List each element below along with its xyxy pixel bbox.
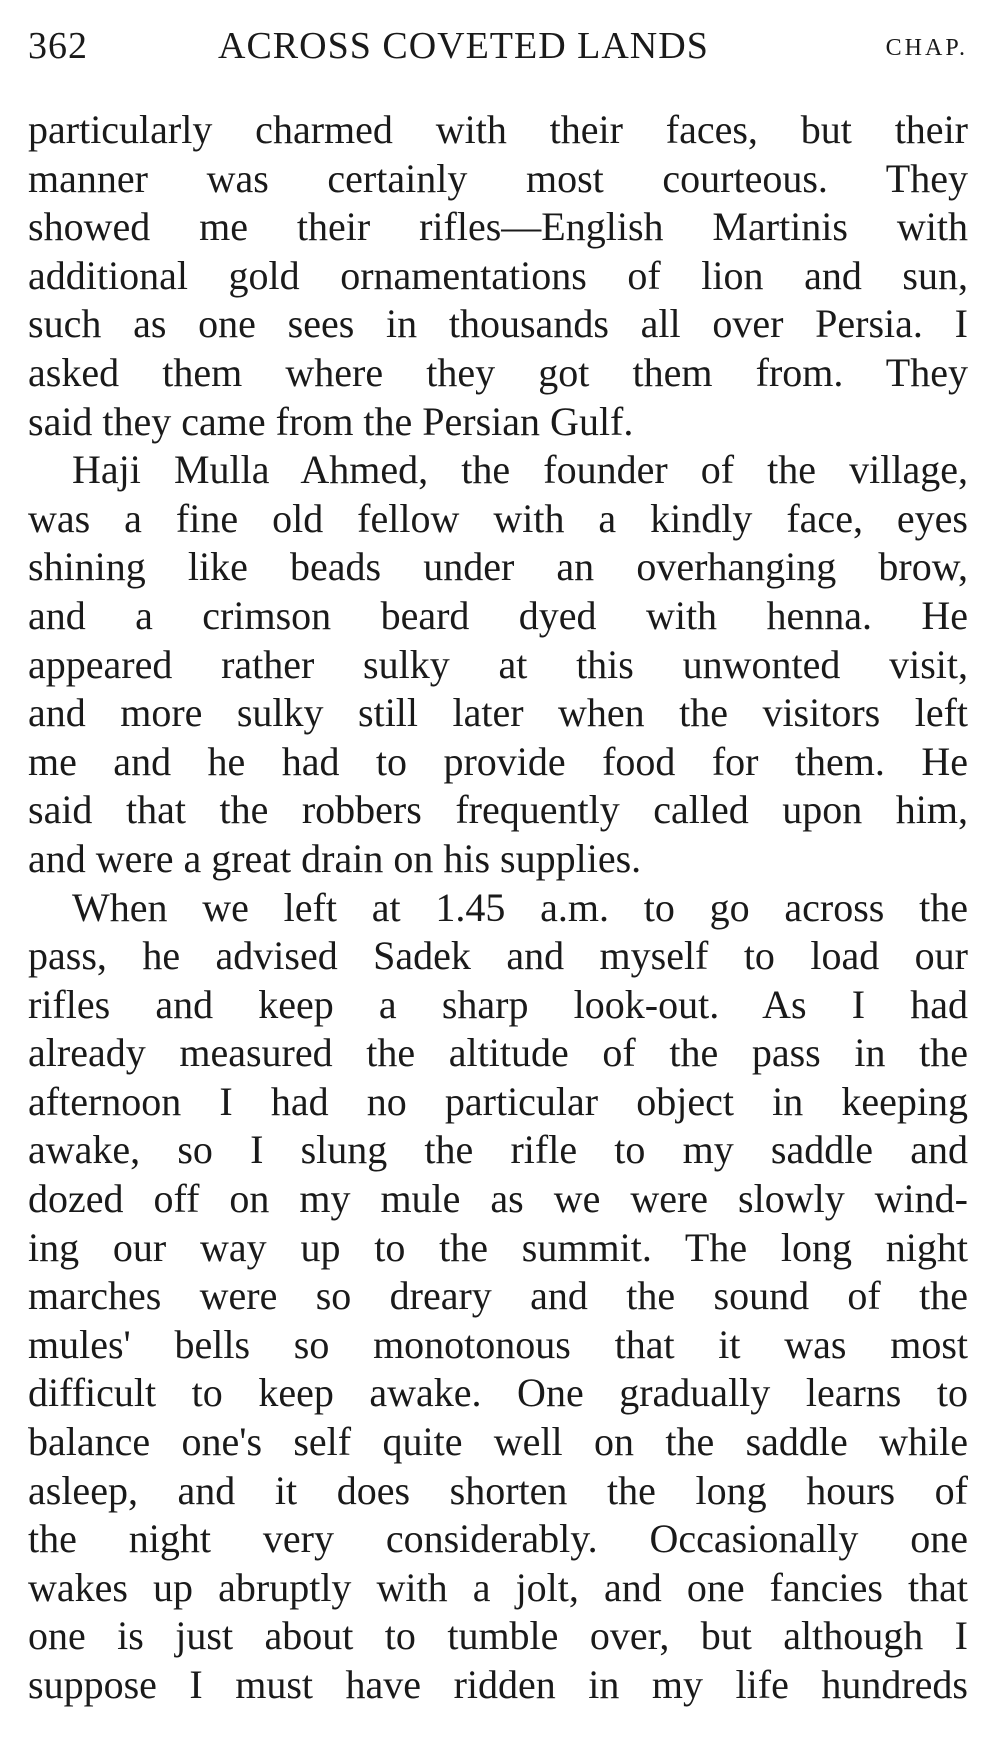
running-title: ACROSS COVETED LANDS — [218, 25, 709, 67]
paragraph-1-line: said they came from the Persian Gulf. — [28, 398, 634, 444]
paragraph-2-line: appeared rather sulky at this unwonted visit, — [28, 641, 968, 687]
paragraph-1-line: additional gold ornamentations of lion and sun, — [28, 252, 968, 298]
chapter-mark: CHAP. — [885, 35, 968, 61]
paragraph-3-line: mules' bells so monotonous that it was most — [28, 1321, 968, 1367]
paragraph-3-line: the night very considerably. Occasionally one — [28, 1516, 968, 1562]
paragraph-3-line: afternoon I had no particular object in keeping — [28, 1078, 968, 1124]
paragraph-2-line: and more sulky still later when the visitors left — [28, 690, 968, 736]
paragraph-3-line: asleep, and it does shorten the long hours of — [28, 1467, 968, 1513]
paragraph-3-line: pass, he advised Sadek and myself to load our — [28, 933, 968, 979]
paragraph-3-line: suppose I must have ridden in my life hundreds — [28, 1662, 968, 1707]
paragraph-1-line: such as one sees in thousands all over Persia. I — [28, 301, 968, 347]
paragraph-3-line: wakes up abruptly with a jolt, and one fancies that — [28, 1564, 968, 1610]
paragraph-3-line: rifles and keep a sharp look-out. As I had — [28, 981, 968, 1027]
paragraph-1-line: asked them where they got them from. They — [28, 349, 968, 395]
paragraph-3-line: awake, so I slung the rifle to my saddle and — [28, 1127, 968, 1173]
paragraph-1-line: showed me their rifles—English Martinis with — [28, 204, 968, 250]
running-head — [28, 18, 968, 74]
paragraph-3-line: one is just about to tumble over, but although I — [28, 1613, 968, 1659]
paragraph-1-line: manner was certainly most courteous. They — [28, 155, 968, 201]
paragraph-2-line: me and he had to provide food for them. He — [28, 738, 968, 784]
page-number: 362 — [28, 25, 88, 67]
body-text — [28, 106, 968, 1710]
paragraph-2-line: and were a great drain on his supplies. — [28, 835, 642, 881]
paragraph-2-line: Haji Mulla Ahmed, the founder of the village, — [72, 447, 968, 493]
paragraph-2-line: was a fine old fellow with a kindly face, eyes — [28, 495, 968, 541]
paragraph-3-line: already measured the altitude of the pass in the — [28, 1030, 968, 1076]
paragraph-2-line: shining like beads under an overhanging brow, — [28, 544, 968, 590]
paragraph-3-line: When we left at 1.45 a.m. to go across the — [72, 884, 968, 930]
paragraph-1-line: particularly charmed with their faces, but their — [28, 107, 968, 152]
paragraph-3-line: difficult to keep awake. One gradually learns to — [28, 1370, 968, 1416]
paragraph-2-line: and a crimson beard dyed with henna. He — [28, 592, 968, 638]
paragraph-3-line: ing our way up to the summit. The long night — [28, 1224, 968, 1270]
paragraph-2-line: said that the robbers frequently called upon him, — [28, 787, 968, 833]
paragraph-3-line: balance one's self quite well on the saddle while — [28, 1419, 968, 1465]
paragraph-3-line: dozed off on my mule as we were slowly wind- — [28, 1176, 968, 1222]
paragraph-3-line: marches were so dreary and the sound of the — [28, 1273, 968, 1319]
